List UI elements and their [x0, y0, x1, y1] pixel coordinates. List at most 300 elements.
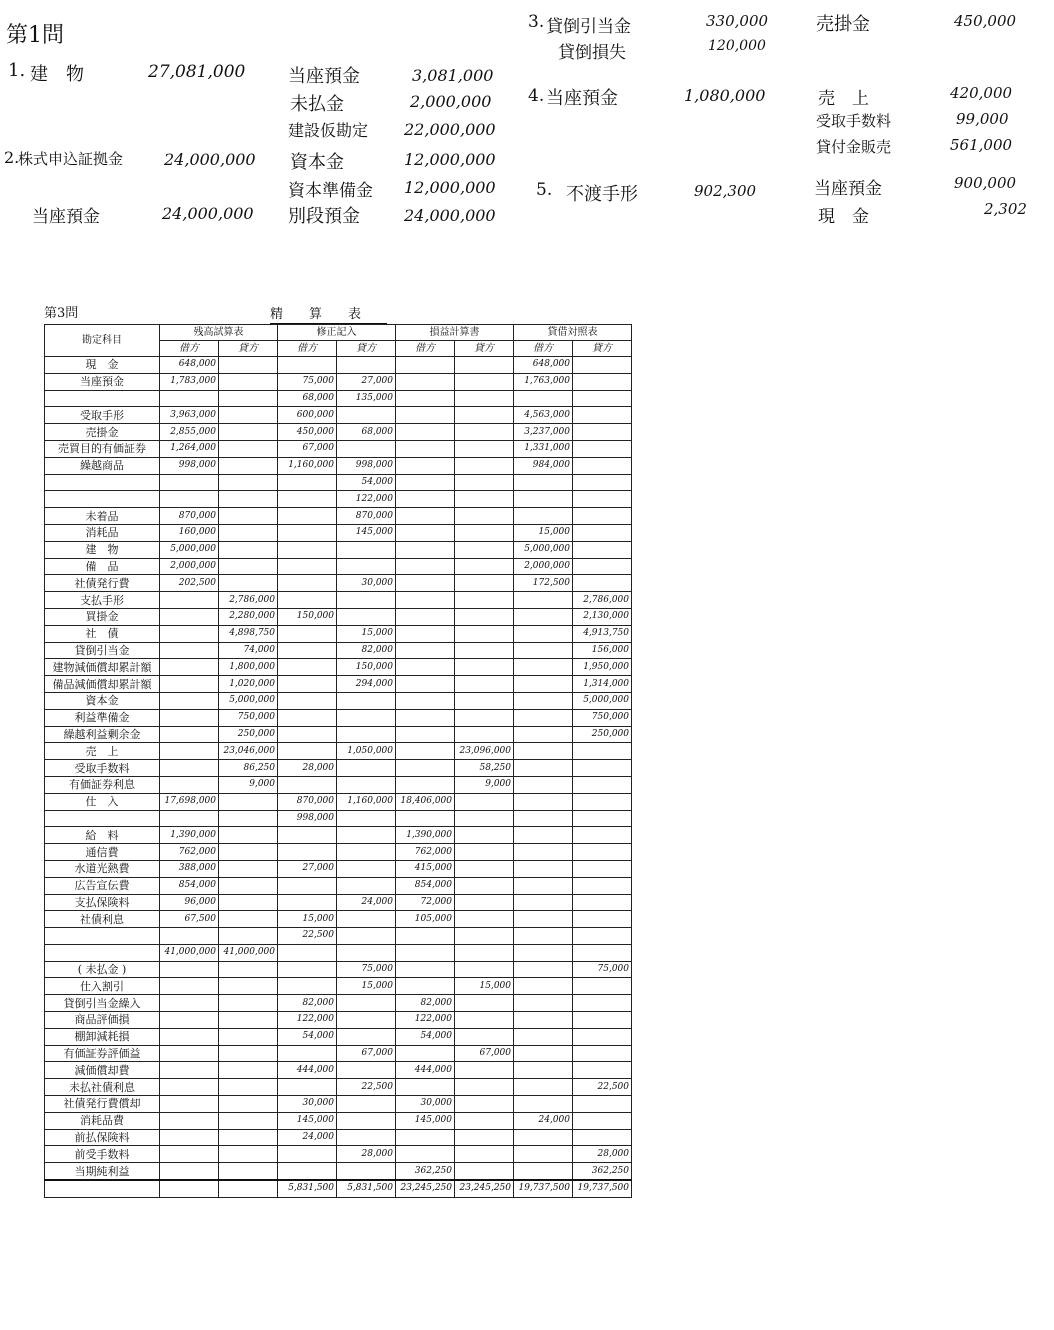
- entry-4-debit-account-1: 当座預金: [546, 88, 618, 109]
- cell-account: 通信費: [45, 844, 160, 861]
- cell-bs-debit: [514, 810, 573, 827]
- cell-tb-debit: [160, 1079, 219, 1096]
- table-row: [45, 1096, 632, 1113]
- cell-adj-credit: 54,000: [337, 474, 396, 491]
- cell-pl-debit: 105,000: [396, 911, 455, 928]
- table-row: [45, 776, 632, 793]
- cell-adj-credit: [337, 1062, 396, 1079]
- cell-account: 貸倒引当金: [45, 642, 160, 659]
- cell-tb-credit: [219, 457, 278, 474]
- cell-tb-debit: [160, 743, 219, 760]
- table-row: [45, 373, 632, 390]
- cell-pl-debit: 362,250: [396, 1163, 455, 1180]
- table-row: [45, 524, 632, 541]
- cell-account: 水道光熱費: [45, 860, 160, 877]
- cell-tb-credit: [219, 928, 278, 945]
- cell-adj-debit: [278, 944, 337, 961]
- cell-account: 売買目的有価証券: [45, 440, 160, 457]
- header-pl-debit: 借方: [396, 341, 455, 357]
- header-adjustments: 修正記入: [278, 325, 396, 341]
- cell-bs-debit: [514, 776, 573, 793]
- cell-account: 広告宣伝費: [45, 877, 160, 894]
- cell-pl-credit: [455, 1096, 514, 1113]
- cell-bs-credit: [573, 558, 632, 575]
- cell-tb-debit: [160, 1163, 219, 1180]
- cell-pl-debit: [396, 1146, 455, 1163]
- entry-1-credit-amount-1: 3,081,000: [412, 66, 494, 85]
- cell-pl-credit: [455, 1146, 514, 1163]
- header-pl-credit: 貸方: [455, 341, 514, 357]
- table-row: [45, 407, 632, 424]
- total-adj-credit: 5,831,500: [337, 1180, 396, 1197]
- cell-adj-credit: [337, 1028, 396, 1045]
- cell-bs-debit: [514, 491, 573, 508]
- cell-tb-debit: 1,783,000: [160, 373, 219, 390]
- cell-adj-debit: [278, 827, 337, 844]
- table-row: [45, 608, 632, 625]
- cell-adj-debit: 27,000: [278, 860, 337, 877]
- cell-pl-credit: [455, 726, 514, 743]
- cell-bs-debit: [514, 1045, 573, 1062]
- cell-account: [45, 928, 160, 945]
- cell-pl-credit: [455, 474, 514, 491]
- cell-bs-debit: 24,000: [514, 1112, 573, 1129]
- cell-pl-debit: [396, 390, 455, 407]
- cell-adj-debit: [278, 844, 337, 861]
- cell-adj-debit: [278, 491, 337, 508]
- cell-pl-debit: [396, 424, 455, 441]
- cell-adj-debit: [278, 357, 337, 374]
- question-1-title: 第1問: [6, 23, 64, 48]
- table-row: [45, 810, 632, 827]
- cell-pl-debit: [396, 491, 455, 508]
- cell-adj-debit: 67,000: [278, 440, 337, 457]
- cell-pl-credit: [455, 1079, 514, 1096]
- cell-tb-credit: [219, 390, 278, 407]
- cell-adj-debit: 28,000: [278, 760, 337, 777]
- cell-adj-credit: [337, 810, 396, 827]
- cell-tb-debit: [160, 1045, 219, 1062]
- cell-bs-debit: [514, 793, 573, 810]
- cell-adj-debit: [278, 524, 337, 541]
- cell-bs-debit: [514, 1062, 573, 1079]
- cell-adj-credit: [337, 440, 396, 457]
- cell-bs-debit: [514, 474, 573, 491]
- cell-tb-credit: [219, 1028, 278, 1045]
- table-row: [45, 558, 632, 575]
- cell-adj-debit: 30,000: [278, 1096, 337, 1113]
- cell-bs-credit: 2,130,000: [573, 608, 632, 625]
- header-tb-debit: 借方: [160, 341, 219, 357]
- cell-tb-debit: 3,963,000: [160, 407, 219, 424]
- cell-bs-credit: [573, 508, 632, 525]
- cell-pl-debit: [396, 810, 455, 827]
- cell-bs-debit: [514, 1129, 573, 1146]
- table-row: [45, 1079, 632, 1096]
- cell-pl-credit: [455, 558, 514, 575]
- cell-pl-credit: 15,000: [455, 978, 514, 995]
- cell-bs-credit: 4,913,750: [573, 625, 632, 642]
- cell-adj-credit: [337, 1096, 396, 1113]
- cell-bs-debit: [514, 860, 573, 877]
- table-row: [45, 676, 632, 693]
- cell-tb-credit: [219, 793, 278, 810]
- cell-bs-debit: [514, 760, 573, 777]
- cell-bs-debit: [514, 676, 573, 693]
- cell-tb-debit: 41,000,000: [160, 944, 219, 961]
- cell-pl-debit: [396, 743, 455, 760]
- cell-tb-credit: 4,898,750: [219, 625, 278, 642]
- cell-pl-debit: [396, 642, 455, 659]
- cell-account: 当座預金: [45, 373, 160, 390]
- cell-bs-credit: [573, 373, 632, 390]
- cell-tb-credit: 250,000: [219, 726, 278, 743]
- cell-adj-debit: 870,000: [278, 793, 337, 810]
- cell-tb-credit: [219, 558, 278, 575]
- cell-tb-credit: [219, 491, 278, 508]
- cell-adj-credit: 30,000: [337, 575, 396, 592]
- cell-adj-credit: 68,000: [337, 424, 396, 441]
- cell-adj-debit: 24,000: [278, 1129, 337, 1146]
- entry-1-debit-account: 建 物: [30, 64, 84, 85]
- header-row-groups: [45, 325, 632, 341]
- total-pl-credit: 23,245,250: [455, 1180, 514, 1197]
- cell-bs-credit: [573, 894, 632, 911]
- cell-bs-debit: [514, 928, 573, 945]
- entry-1-credit-amount-2: 2,000,000: [410, 92, 492, 111]
- cell-bs-debit: 5,000,000: [514, 541, 573, 558]
- table-row: [45, 726, 632, 743]
- cell-pl-credit: 23,096,000: [455, 743, 514, 760]
- cell-adj-credit: 1,050,000: [337, 743, 396, 760]
- worksheet-table: [44, 324, 632, 1198]
- entry-5-debit-amount-1: 902,300: [694, 182, 757, 200]
- cell-tb-credit: [219, 978, 278, 995]
- cell-bs-debit: [514, 894, 573, 911]
- cell-adj-debit: 1,160,000: [278, 457, 337, 474]
- cell-adj-debit: 998,000: [278, 810, 337, 827]
- cell-pl-credit: 67,000: [455, 1045, 514, 1062]
- cell-bs-debit: [514, 508, 573, 525]
- cell-bs-debit: 648,000: [514, 357, 573, 374]
- entry-1-credit-account-2: 未払金: [290, 94, 344, 115]
- cell-tb-debit: [160, 1028, 219, 1045]
- header-adj-debit: 借方: [278, 341, 337, 357]
- cell-tb-debit: 1,264,000: [160, 440, 219, 457]
- entry-3-number: 3.: [528, 12, 545, 32]
- cell-tb-debit: 648,000: [160, 357, 219, 374]
- cell-pl-debit: [396, 709, 455, 726]
- cell-pl-credit: [455, 1028, 514, 1045]
- cell-adj-debit: [278, 558, 337, 575]
- cell-tb-credit: [219, 1079, 278, 1096]
- cell-pl-credit: [455, 844, 514, 861]
- cell-adj-credit: 22,500: [337, 1079, 396, 1096]
- cell-account: 棚卸減耗損: [45, 1028, 160, 1045]
- cell-pl-credit: [455, 390, 514, 407]
- cell-pl-credit: [455, 642, 514, 659]
- cell-tb-credit: [219, 1146, 278, 1163]
- cell-tb-debit: 202,500: [160, 575, 219, 592]
- entry-3-debit-account-1: 貸倒引当金: [546, 17, 631, 37]
- cell-adj-credit: [337, 1129, 396, 1146]
- cell-pl-debit: 54,000: [396, 1028, 455, 1045]
- cell-pl-debit: [396, 659, 455, 676]
- cell-pl-debit: [396, 625, 455, 642]
- cell-bs-debit: 1,331,000: [514, 440, 573, 457]
- cell-adj-credit: [337, 407, 396, 424]
- cell-tb-credit: [219, 508, 278, 525]
- total-bs-debit: 19,737,500: [514, 1180, 573, 1197]
- cell-adj-debit: [278, 1079, 337, 1096]
- cell-tb-credit: [219, 1112, 278, 1129]
- header-income-statement: 損益計算書: [396, 325, 514, 341]
- cell-account: 建物減価償却累計額: [45, 659, 160, 676]
- cell-bs-debit: [514, 659, 573, 676]
- cell-tb-credit: [219, 860, 278, 877]
- cell-pl-debit: 30,000: [396, 1096, 455, 1113]
- cell-tb-credit: [219, 844, 278, 861]
- cell-tb-debit: [160, 1146, 219, 1163]
- cell-pl-credit: [455, 793, 514, 810]
- table-row: [45, 1129, 632, 1146]
- cell-adj-credit: 998,000: [337, 457, 396, 474]
- entry-2-credit-amount-1: 12,000,000: [404, 150, 496, 169]
- entry-1-credit-account-3: 建設仮勘定: [288, 121, 369, 140]
- entry-1-credit-account-1: 当座預金: [288, 66, 360, 87]
- cell-pl-credit: [455, 524, 514, 541]
- table-row: [45, 743, 632, 760]
- cell-tb-debit: 17,698,000: [160, 793, 219, 810]
- cell-bs-debit: 3,237,000: [514, 424, 573, 441]
- cell-adj-credit: 870,000: [337, 508, 396, 525]
- total-tb-credit: [219, 1180, 278, 1197]
- cell-account: 利益準備金: [45, 709, 160, 726]
- cell-pl-credit: [455, 995, 514, 1012]
- cell-account: 貸倒引当金繰入: [45, 995, 160, 1012]
- cell-adj-debit: [278, 474, 337, 491]
- cell-tb-debit: 96,000: [160, 894, 219, 911]
- cell-pl-credit: [455, 911, 514, 928]
- cell-tb-credit: [219, 1012, 278, 1029]
- cell-adj-debit: 82,000: [278, 995, 337, 1012]
- cell-bs-credit: [573, 860, 632, 877]
- cell-account: 仕 入: [45, 793, 160, 810]
- cell-pl-debit: [396, 928, 455, 945]
- cell-account: 仕入割引: [45, 978, 160, 995]
- table-row: [45, 1112, 632, 1129]
- table-row: [45, 944, 632, 961]
- table-row: [45, 575, 632, 592]
- cell-pl-debit: 854,000: [396, 877, 455, 894]
- cell-bs-credit: 5,000,000: [573, 692, 632, 709]
- table-row: [45, 827, 632, 844]
- cell-adj-credit: 24,000: [337, 894, 396, 911]
- cell-account: 社債発行費: [45, 575, 160, 592]
- header-adj-credit: 貸方: [337, 341, 396, 357]
- cell-bs-credit: 1,950,000: [573, 659, 632, 676]
- cell-bs-debit: [514, 608, 573, 625]
- cell-tb-credit: [219, 1163, 278, 1180]
- worksheet-caption: 精算表: [270, 303, 387, 324]
- cell-bs-debit: 1,763,000: [514, 373, 573, 390]
- cell-adj-debit: [278, 743, 337, 760]
- cell-pl-credit: [455, 676, 514, 693]
- cell-pl-credit: 9,000: [455, 776, 514, 793]
- cell-adj-credit: 75,000: [337, 961, 396, 978]
- cell-adj-credit: [337, 541, 396, 558]
- cell-pl-debit: [396, 558, 455, 575]
- cell-bs-debit: [514, 995, 573, 1012]
- cell-pl-debit: [396, 760, 455, 777]
- table-row: [45, 457, 632, 474]
- entry-2-credit-account-3: 別段預金: [288, 206, 360, 227]
- cell-account: 繰越商品: [45, 457, 160, 474]
- cell-adj-debit: [278, 726, 337, 743]
- cell-adj-debit: [278, 894, 337, 911]
- cell-adj-credit: 28,000: [337, 1146, 396, 1163]
- table-row: [45, 424, 632, 441]
- table-row: [45, 1163, 632, 1180]
- cell-tb-credit: [219, 911, 278, 928]
- cell-bs-credit: [573, 1012, 632, 1029]
- cell-account: ( 未払金 ): [45, 961, 160, 978]
- cell-adj-debit: [278, 776, 337, 793]
- cell-pl-debit: [396, 541, 455, 558]
- cell-tb-debit: [160, 978, 219, 995]
- cell-pl-credit: [455, 424, 514, 441]
- entry-1-number: 1.: [8, 60, 26, 81]
- cell-pl-credit: [455, 608, 514, 625]
- cell-tb-credit: 1,800,000: [219, 659, 278, 676]
- cell-bs-credit: [573, 1028, 632, 1045]
- cell-tb-debit: [160, 608, 219, 625]
- cell-adj-credit: 145,000: [337, 524, 396, 541]
- cell-bs-debit: [514, 692, 573, 709]
- cell-account: 消耗品: [45, 524, 160, 541]
- cell-adj-credit: [337, 558, 396, 575]
- cell-pl-credit: [455, 709, 514, 726]
- entry-2-debit-amount-2: 24,000,000: [162, 204, 254, 223]
- cell-adj-debit: 75,000: [278, 373, 337, 390]
- cell-adj-debit: 600,000: [278, 407, 337, 424]
- cell-bs-credit: [573, 995, 632, 1012]
- cell-account: 社 債: [45, 625, 160, 642]
- cell-adj-credit: [337, 760, 396, 777]
- cell-adj-debit: 150,000: [278, 608, 337, 625]
- cell-tb-debit: [160, 592, 219, 609]
- entry-2-debit-amount-1: 24,000,000: [164, 150, 256, 169]
- entry-4-credit-account-1: 売 上: [818, 89, 869, 109]
- table-row: [45, 760, 632, 777]
- cell-adj-credit: [337, 844, 396, 861]
- header-tb-credit: 貸方: [219, 341, 278, 357]
- entry-1-debit-amount: 27,081,000: [148, 62, 246, 82]
- cell-account: 備品減価償却累計額: [45, 676, 160, 693]
- cell-adj-debit: 450,000: [278, 424, 337, 441]
- cell-pl-debit: 415,000: [396, 860, 455, 877]
- cell-adj-debit: [278, 877, 337, 894]
- cell-adj-credit: [337, 944, 396, 961]
- cell-account: 前受手数料: [45, 1146, 160, 1163]
- cell-pl-credit: [455, 961, 514, 978]
- cell-account: 減価償却費: [45, 1062, 160, 1079]
- cell-tb-credit: 9,000: [219, 776, 278, 793]
- cell-pl-debit: [396, 726, 455, 743]
- cell-tb-credit: 1,020,000: [219, 676, 278, 693]
- cell-pl-credit: [455, 928, 514, 945]
- cell-account: 現 金: [45, 357, 160, 374]
- cell-pl-credit: [455, 827, 514, 844]
- cell-adj-debit: [278, 625, 337, 642]
- cell-tb-credit: [219, 1129, 278, 1146]
- table-row: [45, 592, 632, 609]
- cell-tb-credit: [219, 810, 278, 827]
- cell-tb-credit: [219, 961, 278, 978]
- cell-tb-debit: [160, 928, 219, 945]
- cell-account: 売 上: [45, 743, 160, 760]
- table-row: [45, 793, 632, 810]
- cell-tb-debit: [160, 1096, 219, 1113]
- table-row: [45, 659, 632, 676]
- cell-bs-credit: [573, 928, 632, 945]
- cell-tb-debit: [160, 961, 219, 978]
- cell-pl-credit: [455, 1163, 514, 1180]
- table-row: [45, 491, 632, 508]
- cell-adj-debit: 22,500: [278, 928, 337, 945]
- cell-tb-debit: [160, 776, 219, 793]
- cell-adj-debit: [278, 642, 337, 659]
- cell-adj-credit: [337, 1012, 396, 1029]
- cell-bs-credit: [573, 793, 632, 810]
- cell-adj-credit: [337, 776, 396, 793]
- entry-2-debit-account-1: 株式申込証拠金: [18, 150, 124, 168]
- cell-adj-credit: [337, 995, 396, 1012]
- table-row: [45, 625, 632, 642]
- cell-tb-credit: [219, 424, 278, 441]
- cell-tb-debit: 67,500: [160, 911, 219, 928]
- header-balance-sheet: 貸借対照表: [514, 325, 632, 341]
- cell-tb-credit: [219, 474, 278, 491]
- cell-bs-debit: [514, 1079, 573, 1096]
- cell-pl-credit: [455, 575, 514, 592]
- cell-tb-debit: 2,855,000: [160, 424, 219, 441]
- cell-bs-debit: [514, 1096, 573, 1113]
- cell-bs-debit: [514, 1163, 573, 1180]
- cell-pl-credit: [455, 541, 514, 558]
- cell-account: 社債利息: [45, 911, 160, 928]
- entry-2-credit-amount-3: 24,000,000: [404, 206, 496, 225]
- table-row: [45, 1012, 632, 1029]
- cell-adj-credit: 15,000: [337, 625, 396, 642]
- cell-account: 社債発行費償却: [45, 1096, 160, 1113]
- cell-tb-debit: 1,390,000: [160, 827, 219, 844]
- cell-bs-credit: [573, 944, 632, 961]
- table-row: [45, 860, 632, 877]
- cell-adj-debit: [278, 541, 337, 558]
- cell-account: 前払保険料: [45, 1129, 160, 1146]
- cell-pl-debit: [396, 1129, 455, 1146]
- entry-4-credit-account-2: 受取手数料: [816, 112, 892, 130]
- cell-account: [45, 474, 160, 491]
- cell-bs-debit: [514, 592, 573, 609]
- cell-account: 備 品: [45, 558, 160, 575]
- cell-bs-credit: [573, 877, 632, 894]
- cell-adj-debit: [278, 1045, 337, 1062]
- table-row: [45, 474, 632, 491]
- cell-pl-credit: [455, 508, 514, 525]
- cell-bs-credit: [573, 844, 632, 861]
